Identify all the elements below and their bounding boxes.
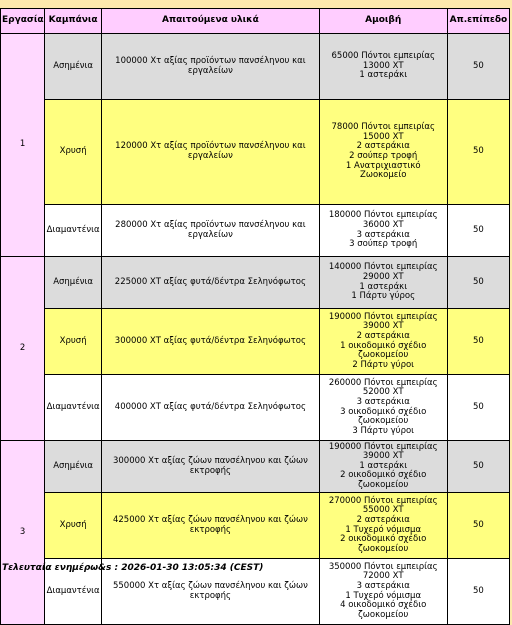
level-cell: 50: [447, 257, 509, 309]
level-cell: 50: [447, 100, 509, 205]
reward-line: 190000 Πόντοι εμπειρίας: [328, 311, 438, 322]
header-materials: Απαιτούμενα υλικά: [102, 9, 319, 34]
level-cell: 50: [447, 493, 509, 559]
materials-cell: 425000 Χτ αξίας ζώων πανσέληνου και ζώων εκτροφής: [102, 493, 319, 559]
reward-line: 52000 ΧΤ: [362, 387, 404, 398]
materials-cell: 120000 Χτ αξίας προϊόντων πανσέληνου και εργαλείων: [102, 100, 319, 205]
materials-cell: 300000 ΧΤ αξίας φυτά/δέντρα Σεληνόφωτος: [102, 309, 319, 375]
reward-line: ζωοκομείου: [358, 609, 409, 620]
reward-cell: [319, 441, 447, 493]
reward-line: 1 Τυχερό νόμισμα: [345, 524, 422, 535]
reward-line: 3 αστεράκια: [356, 396, 410, 407]
reward-line: 1 Πάρτυ γύρος: [351, 291, 416, 302]
reward-line: 78000 Πόντοι εμπειρίας: [331, 122, 435, 133]
table-body: [1, 34, 510, 625]
campaign-cell: Διαμαντένια: [45, 375, 102, 441]
reward-cell: [319, 375, 447, 441]
reward-line: ζωοκομείου: [358, 479, 409, 490]
reward-line: 190000 Πόντοι εμπειρίας: [328, 441, 438, 452]
reward-cell: [319, 493, 447, 559]
campaign-cell: Χρυσή: [45, 493, 102, 559]
reward-line: 2 οικοδομικό σχέδιο: [340, 534, 427, 545]
reward-line: 36000 ΧΤ: [362, 219, 404, 230]
campaign-cell: Χρυσή: [45, 100, 102, 205]
task-number-cell: 2: [1, 257, 45, 441]
materials-cell: 400000 ΧΤ αξίας φυτά/δέντρα Σεληνόφωτος: [102, 375, 319, 441]
campaign-cell: Χρυσή: [45, 309, 102, 375]
reward-line: 2 Πάρτυ γύροι: [352, 359, 415, 370]
reward-line: 2 αστεράκια: [356, 141, 410, 152]
reward-line: 55000 ΧΤ: [362, 505, 404, 516]
materials-cell: 100000 Χτ αξίας προϊόντων πανσέληνου και εργαλείων: [102, 34, 319, 100]
table-row: [1, 441, 510, 493]
reward-line: 2 σούπερ τροφή: [349, 151, 418, 161]
reward-cell: [319, 309, 447, 375]
reward-line: 1 οικοδομικό σχέδιο: [340, 340, 427, 351]
reward-cell: [319, 559, 447, 625]
reward-line: 270000 Πόντοι εμπειρίας: [328, 495, 438, 506]
reward-line: 4 οικοδομικό σχέδιο: [340, 600, 427, 611]
reward-line: ζωοκομείου: [358, 543, 409, 554]
reward-line: 2 αστεράκια: [356, 330, 410, 341]
level-cell: 50: [447, 309, 509, 375]
reward-line: 1 αστεράκι: [359, 460, 408, 471]
campaign-cell: Ασημένια: [45, 34, 102, 100]
table-row: [1, 34, 510, 100]
rewards-table: [0, 8, 510, 625]
reward-line: 1 αστεράκι: [359, 70, 408, 81]
materials-cell: 280000 Χτ αξίας προϊόντων πανσέληνου και εργαλείων: [102, 205, 319, 257]
reward-line: 2 αστεράκια: [356, 514, 410, 525]
table-row: [1, 309, 510, 375]
reward-line: 3 αστεράκια: [356, 229, 410, 240]
reward-line: ζωοκομείου: [358, 350, 409, 361]
reward-cell: [319, 100, 447, 205]
reward-line: ζωοκομείου: [358, 416, 409, 427]
materials-cell: 300000 Χτ αξίας ζώων πανσέληνου και ζώων εκτροφής: [102, 441, 319, 493]
reward-cell: [319, 205, 447, 257]
level-cell: 50: [447, 34, 509, 100]
reward-line: 65000 Πόντοι εμπειρίας: [331, 51, 435, 62]
reward-line: 13000 ΧΤ: [362, 60, 404, 71]
reward-line: 3 αστεράκια: [356, 580, 410, 591]
reward-line: 140000 Πόντοι εμπειρίας: [328, 262, 438, 273]
reward-cell: [319, 34, 447, 100]
level-cell: 50: [447, 441, 509, 493]
reward-line: 1 Ανατριχιαστικό: [345, 160, 421, 171]
reward-line: Ζωοκομείο: [360, 170, 407, 181]
header-level: Απ.επίπεδο: [447, 9, 509, 34]
header-task: Εργασία: [1, 9, 45, 34]
reward-line: 180000 Πόντοι εμπειρίας: [328, 210, 438, 221]
reward-line: 1 Τυχερό νόμισμα: [345, 590, 422, 601]
reward-line: 39000 ΧΤ: [362, 451, 404, 462]
header-reward: Αμοιβή: [319, 9, 447, 34]
reward-cell: [319, 257, 447, 309]
reward-line: 2 οικοδομικό σχέδιο: [340, 470, 427, 481]
header-campaign: Καμπάνια: [45, 9, 102, 34]
campaign-cell: Διαμαντένια: [45, 559, 102, 625]
materials-cell: 225000 ΧΤ αξίας φυτά/δέντρα Σεληνόφωτος: [102, 257, 319, 309]
table-row: [1, 375, 510, 441]
campaign-cell: Ασημένια: [45, 441, 102, 493]
reward-line: 260000 Πόντοι εμπειρίας: [328, 377, 438, 388]
table-header-row: [1, 9, 510, 34]
reward-line: 29000 ΧΤ: [362, 271, 404, 282]
table-row: [1, 205, 510, 257]
reward-line: 15000 ΧΤ: [362, 131, 404, 142]
campaign-cell: Διαμαντένια: [45, 205, 102, 257]
level-cell: 50: [447, 205, 509, 257]
task-number-cell: 1: [1, 34, 45, 257]
materials-cell: 550000 Χτ αξίας ζώων πανσέληνου και ζώων εκτροφής: [102, 559, 319, 625]
table-row: [1, 257, 510, 309]
reward-line: 3 οικοδομικό σχέδιο: [340, 406, 427, 417]
reward-line: 72000 ΧΤ: [362, 571, 404, 582]
task-number-cell: 3: [1, 441, 45, 625]
campaign-cell: Ασημένια: [45, 257, 102, 309]
table-row: [1, 100, 510, 205]
reward-line: 3 Πάρτυ γύροι: [352, 425, 415, 436]
last-updated-footer: Τελευταία ενημέρω&s : 2026-01-30 13:05:34 (CEST): [2, 563, 264, 573]
level-cell: 50: [447, 559, 509, 625]
table-row: [1, 493, 510, 559]
reward-line: 1 αστεράκι: [359, 281, 408, 292]
reward-line: 3 σούπερ τροφή: [349, 239, 418, 250]
level-cell: 50: [447, 375, 509, 441]
reward-line: 39000 ΧΤ: [362, 321, 404, 332]
reward-line: 350000 Πόντοι εμπειρίας: [328, 561, 438, 572]
